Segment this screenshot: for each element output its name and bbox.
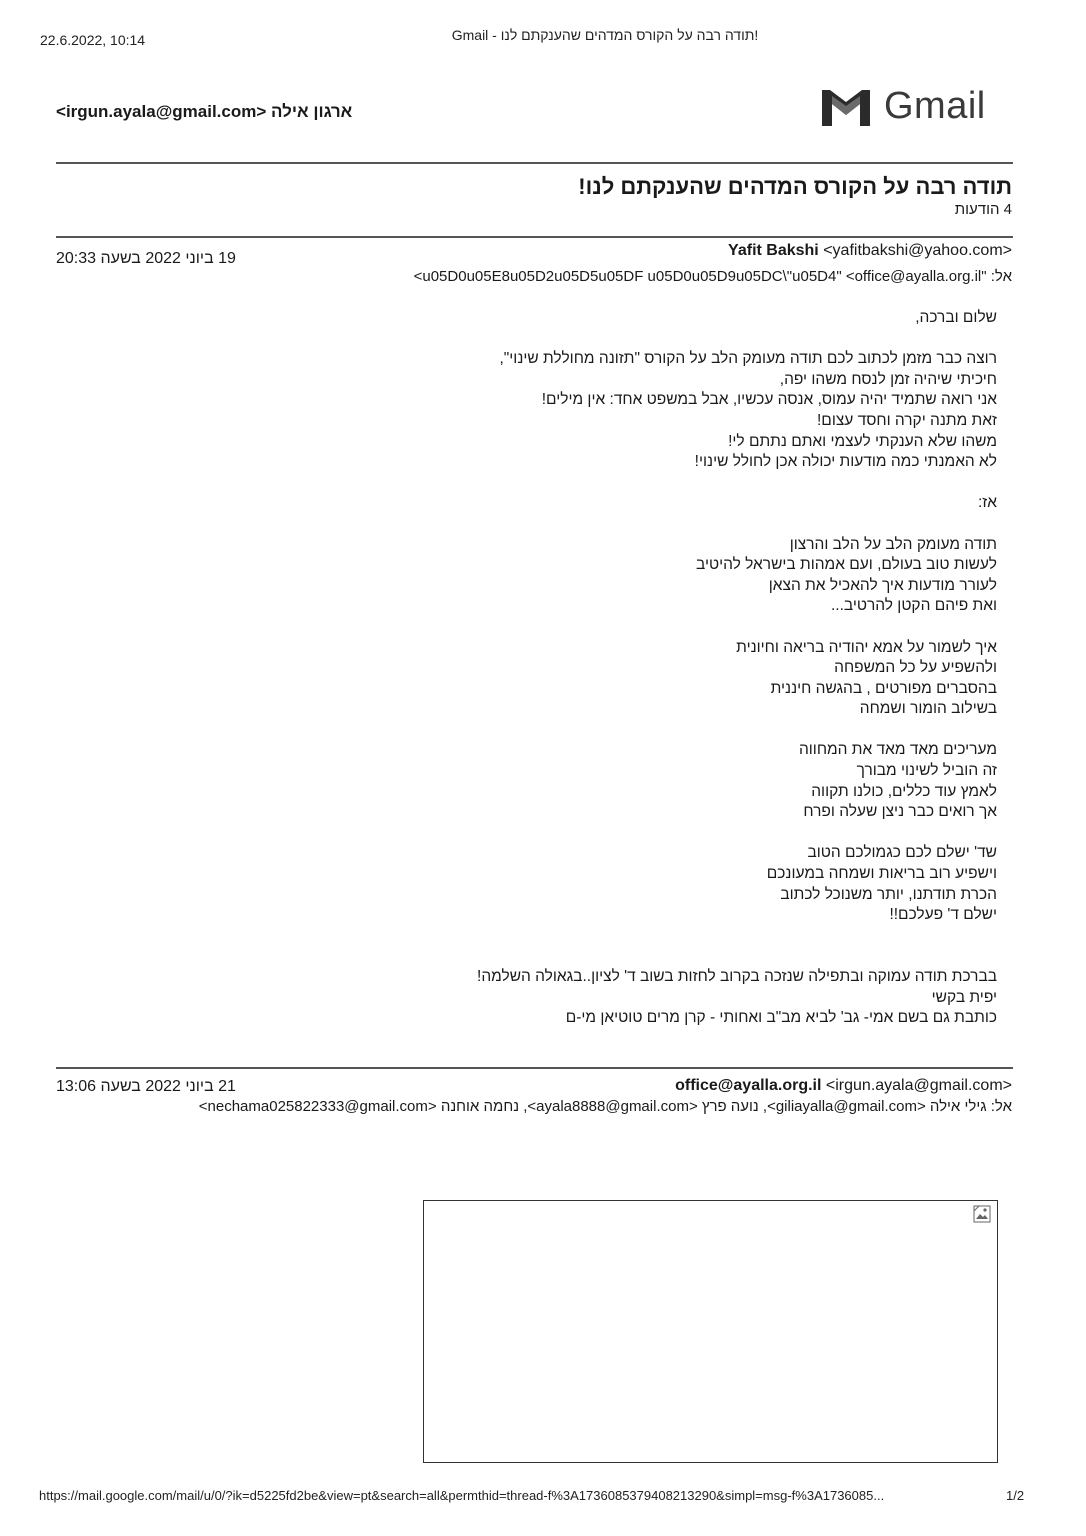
- body-line: ולהשפיע על כל המשפחה: [834, 659, 997, 677]
- gmail-logo-text: Gmail: [884, 84, 986, 127]
- body-line: מעריכים מאד מאד את המחווה: [798, 741, 997, 759]
- body-line: תודה מעומק הלב על הלב והרצון: [789, 535, 997, 553]
- print-url: https://mail.google.com/mail/u/0/?ik=d5225fd2be&view=pt&search=all&permthid=thread-f%3A1736085379408213290&simpl=msg-f%3A1736085...: [39, 1488, 885, 1503]
- print-page-title: Gmail - תודה רבה על הקורס המדהים שהענקתם לנו!: [451, 27, 759, 43]
- message-count: 4 הודעות: [954, 201, 1012, 218]
- body-line: יפית בקשי: [931, 988, 997, 1006]
- body-line: וישפיע רוב בריאות ושמחה במעונכם: [766, 865, 997, 883]
- body-line: אז:: [977, 494, 997, 512]
- body-line: רוצה כבר מזמן לכתוב לכם תודה מעומק הלב על הקורס "תזונה מחוללת שינוי",: [499, 350, 997, 368]
- body-line: איך לשמור על אמא יהודיה בריאה וחיונית: [736, 638, 997, 656]
- account-address: ארגון אילה <irgun.ayala@gmail.com>: [56, 102, 353, 121]
- broken-image-icon: [973, 1205, 991, 1223]
- blank-line: [297, 617, 997, 638]
- body-line: לא האמנתי כמה מודעות יכולה אכן לחולל שינוי!: [694, 453, 997, 471]
- divider: [56, 1067, 1013, 1069]
- thread-subject: תודה רבה על הקורס המדהים שהענקתם לנו!: [578, 174, 1012, 199]
- sender-email: <yafitbakshi@yahoo.com>: [823, 242, 1012, 259]
- body-line: זאת מתנה יקרה וחסד עצום!: [817, 411, 997, 429]
- message2-date: 21 ביוני 2022 בשעה 13:06: [56, 1078, 236, 1095]
- body-line: הכרת תודתנו, יותר משנוכל לכתוב: [780, 885, 997, 903]
- blank-line: [297, 946, 997, 967]
- divider: [56, 162, 1013, 164]
- print-page-number: 1/2: [1006, 1488, 1025, 1503]
- body-line: שלום וברכה,: [915, 309, 997, 326]
- sender-email: <irgun.ayala@gmail.com>: [825, 1077, 1012, 1094]
- message2-recipients: אל: גילי אילה <giliayalla@gmail.com>, נועה פרץ <ayala8888@gmail.com>, נחמה אוחנה <nechama025822333@gmail.com>: [198, 1098, 1012, 1115]
- body-line: שד' ישלם לכם כגמולכם הטוב: [807, 844, 997, 862]
- gmail-logo[interactable]: [818, 84, 986, 128]
- sender-name: office@ayalla.org.il: [675, 1077, 822, 1094]
- body-line: ואת פיהם הקטן להרטיב...: [830, 597, 997, 615]
- body-line: משהו שלא הענקתי לעצמי ואתם נתתם לי!: [728, 432, 997, 450]
- message2-sender: [675, 1077, 1012, 1095]
- body-line: כותבת גם בשם אמי- גב' לביא מב"ב ואחותי - קרן מרים טוטיאן מי-ם: [565, 1009, 997, 1027]
- body-line: לעשות טוב בעולם, ועם אמהות בישראל להיטיב: [695, 556, 997, 574]
- gmail-m-icon: [818, 84, 874, 128]
- blank-line: [297, 473, 997, 494]
- body-line: אך רואים כבר ניצן שעלה ופרח: [803, 803, 997, 821]
- body-line: לעורר מודעות איך להאכיל את הצאן: [768, 576, 997, 594]
- blank-line: [297, 329, 997, 350]
- body-line: ישלם ד' פעלכם!!: [889, 906, 997, 924]
- broken-image[interactable]: [423, 1200, 998, 1463]
- message1-recipients: אל: "u05D0u05E8u05D2u05D5u05DF u05D0u05D9u05DC\"u05D4" <office@ayalla.org.il>: [413, 268, 1012, 285]
- body-line: בהסברים מפורטים , בהגשה חיננית: [770, 679, 997, 697]
- blank-line: [297, 926, 997, 947]
- sender-name: Yafit Bakshi: [728, 242, 819, 259]
- blank-line: [297, 823, 997, 844]
- body-line: בברכת תודה עמוקה ובתפילה שנזכה בקרוב לחזות בשוב ד' לציון..בגאולה השלמה!: [477, 968, 997, 985]
- body-line: חיכיתי שיהיה זמן לנסח משהו יפה,: [779, 370, 997, 388]
- body-line: בשילוב הומור ושמחה: [859, 700, 997, 718]
- message1-sender: [728, 242, 1012, 260]
- blank-line: [297, 720, 997, 741]
- body-line: זה הוביל לשינוי מבורך: [856, 762, 997, 780]
- message1-date: 19 ביוני 2022 בשעה 20:33: [56, 250, 236, 267]
- message1-body: [297, 308, 997, 1029]
- print-datetime: 22.6.2022, 10:14: [40, 32, 146, 48]
- body-line: לאמץ עוד כללים, כולנו תקווה: [811, 782, 997, 800]
- body-line: אני רואה שתמיד יהיה עמוס, אנסה עכשיו, אבל במשפט אחד: אין מילים!: [541, 391, 997, 409]
- blank-line: [297, 514, 997, 535]
- divider: [56, 236, 1013, 238]
